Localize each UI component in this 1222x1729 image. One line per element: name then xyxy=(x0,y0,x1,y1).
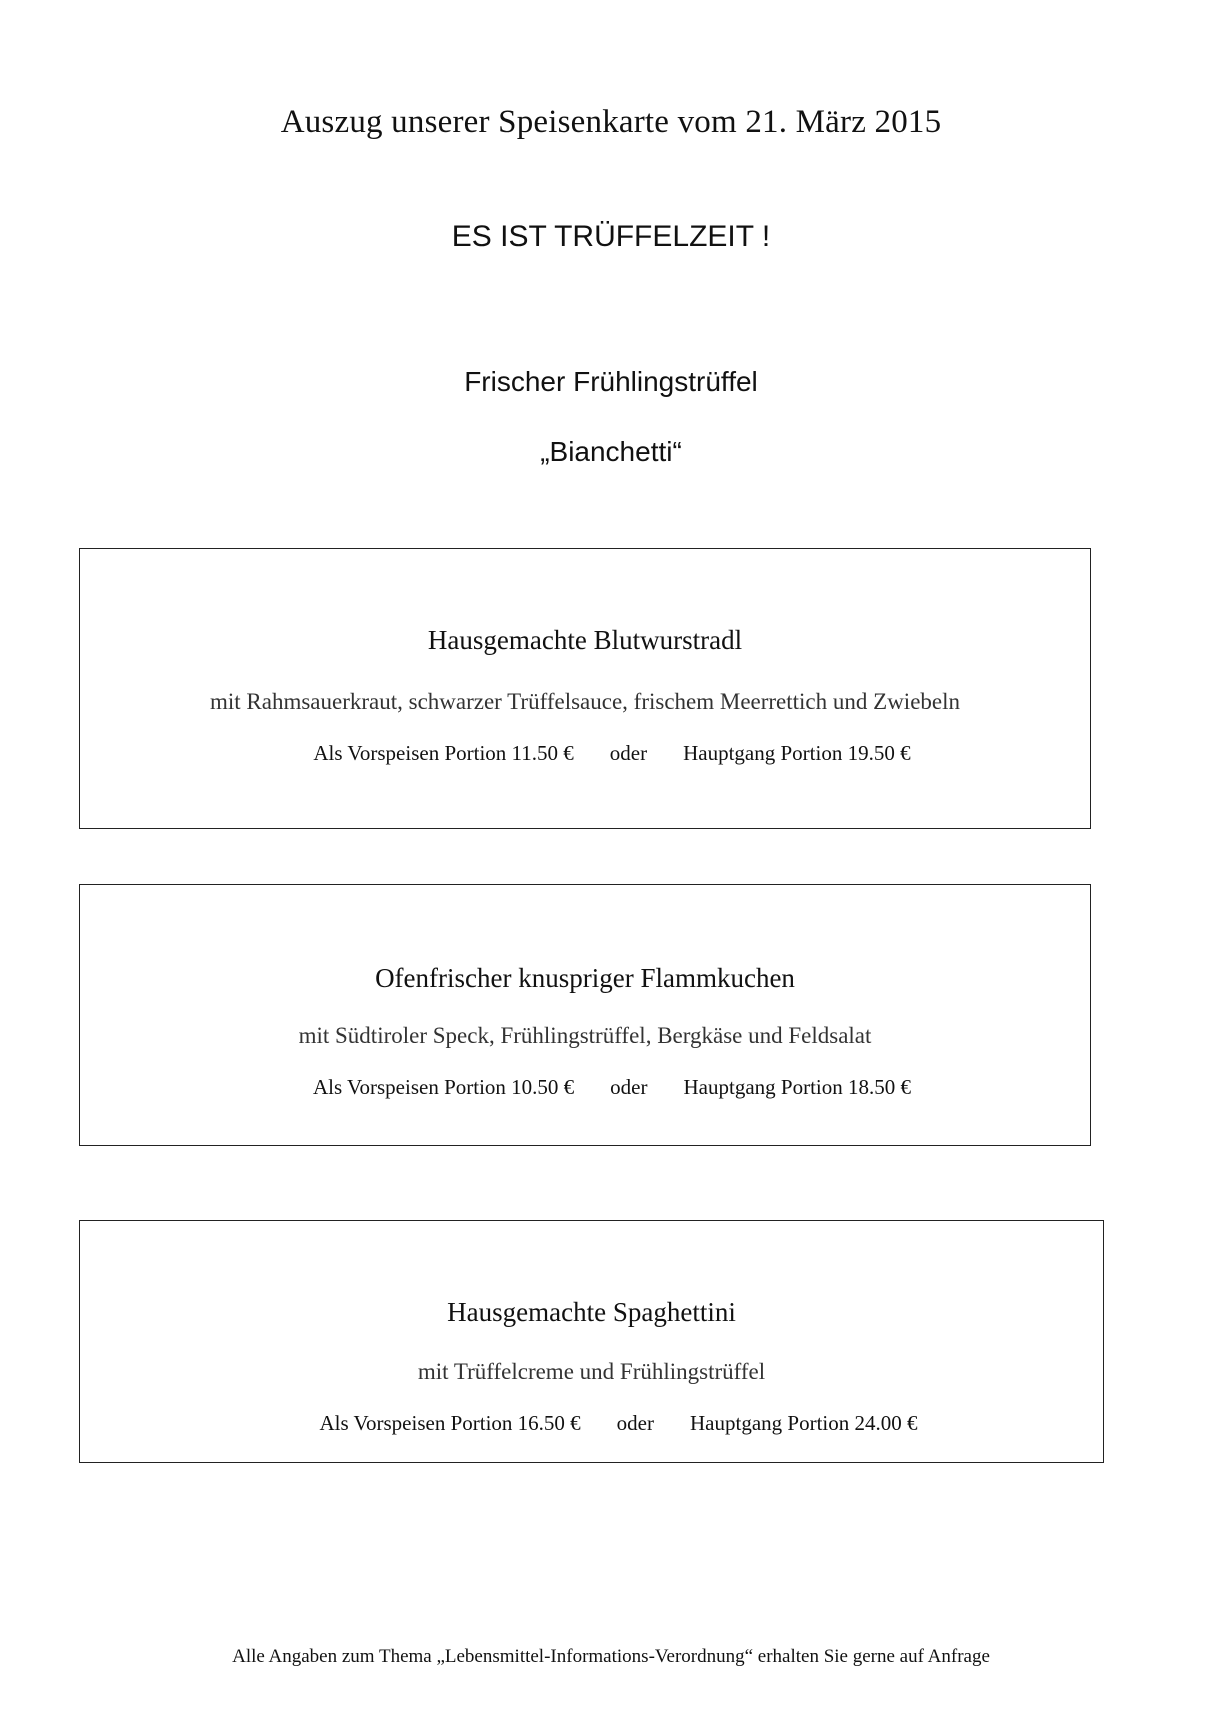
starter-price: Als Vorspeisen Portion 16.50 € xyxy=(319,1411,581,1435)
dish-prices xyxy=(80,1411,1103,1436)
dish-card-spaghettini xyxy=(79,1220,1104,1463)
starter-price: Als Vorspeisen Portion 10.50 € xyxy=(313,1075,575,1099)
dish-description: mit Südtiroler Speck, Frühlingstrüffel, Bergkäse und Feldsalat xyxy=(298,1023,872,1048)
truffle-subtitle: Frischer Frühlingstrüffel xyxy=(464,366,758,397)
dish-description: mit Rahmsauerkraut, schwarzer Trüffelsauce, frischem Meerrettich und Zwiebeln xyxy=(209,689,960,714)
truffle-headline: ES IST TRÜFFELZEIT ! xyxy=(451,220,771,253)
dish-prices xyxy=(80,741,1090,766)
main-price: Hauptgang Portion 24.00 € xyxy=(690,1411,918,1435)
main-price: Hauptgang Portion 18.50 € xyxy=(683,1075,911,1099)
dish-name: Ofenfrischer knuspriger Flammkuchen xyxy=(375,963,795,993)
price-separator: oder xyxy=(610,1075,648,1099)
menu-title: Auszug unserer Speisenkarte vom 21. März 2015 xyxy=(280,104,942,140)
price-separator: oder xyxy=(616,1411,654,1435)
main-price: Hauptgang Portion 19.50 € xyxy=(683,741,911,765)
starter-price: Als Vorspeisen Portion 11.50 € xyxy=(313,741,574,765)
dish-name: Hausgemachte Spaghettini xyxy=(447,1297,736,1327)
dish-card-flammkuchen xyxy=(79,884,1091,1146)
footer-note: Alle Angaben zum Thema „Lebensmittel-Informations-Verordnung“ erhalten Sie gerne auf Anfrage xyxy=(232,1646,990,1667)
dish-description: mit Trüffelcreme und Frühlingstrüffel xyxy=(417,1359,766,1384)
price-separator: oder xyxy=(609,741,648,765)
dish-prices xyxy=(80,1075,1090,1100)
truffle-variety: „Bianchetti“ xyxy=(540,436,682,467)
dish-name: Hausgemachte Blutwurstradl xyxy=(427,625,743,655)
dish-card-blutwurstradl xyxy=(79,548,1091,829)
